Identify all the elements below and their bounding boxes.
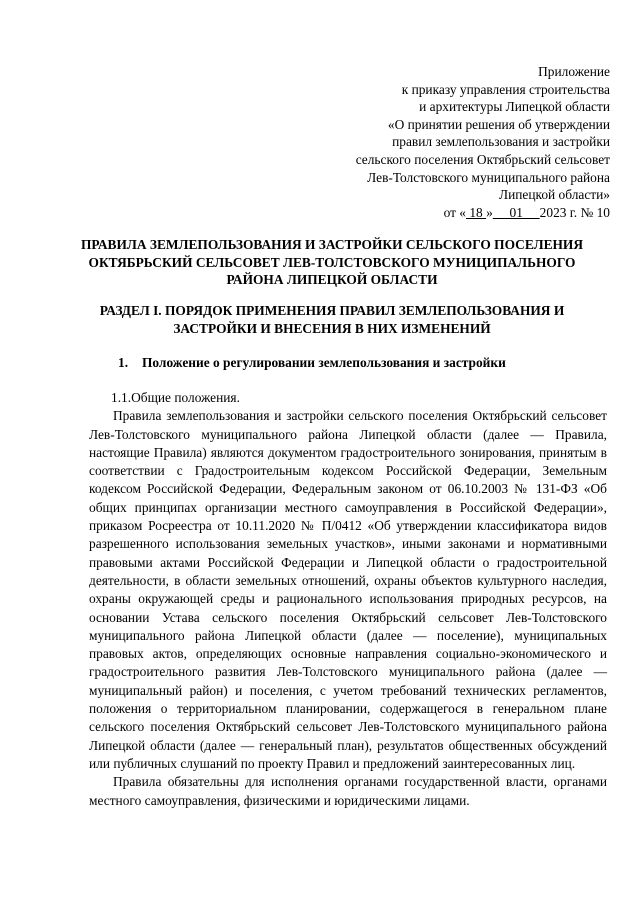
day-suffix: » [486, 204, 493, 220]
appendix-line: Лев-Толстовского муниципального района [367, 169, 610, 185]
date-prefix: от « [443, 204, 466, 220]
appendix-line: «О принятии решения об утверждении [387, 116, 610, 132]
subheading-number: 1. [118, 355, 129, 370]
appendix-block [250, 63, 610, 221]
document-title: ПРАВИЛА ЗЕМЛЕПОЛЬЗОВАНИЯ И ЗАСТРОЙКИ СЕЛЬСКОГО ПОСЕЛЕНИЯ ОКТЯБРЬСКИЙ СЕЛЬСОВЕТ ЛЕВ-ТОЛСТОВСКОГО МУНИЦИПАЛЬНОГО РАЙОНА ЛИПЕЦКОЙ ОБЛАСТИ [80, 237, 584, 287]
appendix-line: к приказу управления строительства [401, 81, 610, 97]
order-date-line [250, 204, 610, 222]
appendix-line: правил землепользования и застройки [392, 134, 610, 150]
order-year-number: 2023 г. № 10 [539, 204, 610, 220]
subheading [118, 354, 506, 372]
order-day: 18 [466, 204, 487, 220]
appendix-line: сельского поселения Октябрьский сельсовет [355, 151, 610, 167]
clause-heading: 1.1.Общие положения. [111, 390, 240, 405]
subheading-text: Положение о регулировании землепользования и застройки [142, 355, 506, 370]
paragraph: Правила обязательны для исполнения органами государственной власти, органами местного самоуправления, физическими и юридическими лицами. [89, 774, 607, 808]
order-month: 01 [492, 204, 540, 220]
appendix-line: Приложение [538, 64, 610, 79]
paragraph: Правила землепользования и застройки сельского поселения Октябрьский сельсовет Лев-Толстовского муниципального района Липецкой области (далее — Правила, настоящие Правила) являются документом градостроительного зонирования, принятым в соответствии с Градостроительным кодексом Российской Федерации, Земельным кодексом Российской Федерации, Федеральным законом от 06.10.2003 № 131-ФЗ «Об общих принципах организации местного самоуправления в Российской Федерации», приказом Росреестра от 10.11.2020 № П/0412 «Об утверждении классификатора видов разрешенного использования земельных участков», иными законами и нормативными правовыми актами Российской Федерации и Липецкой области о градостроительной деятельности, в области земельных отношений, охраны объектов культурного наследия, охраны окружающей среды и рационального использования природных ресурсов, на основании Устава сельского поселения Октябрьский сельсовет Лев-Толстовского муниципального района Липецкой области (далее — поселение), муниципальных правовых актов, определяющих основные направления социально-экономического и градостроительного развития Лев-Толстовского муниципального района (далее — муниципальный район) и поселения, с учетом требований технических регламентов, положения о территориальном планировании, содержащегося в генеральном плане сельского поселения Октябрьский сельсовет Лев-Толстовского муниципального района Липецкой области (далее — генеральный план), результатов общественных обсуждений или публичных слушаний по проекту Правил и предложений заинтересованных лиц. [89, 408, 607, 771]
appendix-line: Липецкой области» [498, 187, 610, 203]
appendix-line: и архитектуры Липецкой области [419, 99, 610, 115]
section-title: РАЗДЕЛ I. ПОРЯДОК ПРИМЕНЕНИЯ ПРАВИЛ ЗЕМЛЕПОЛЬЗОВАНИЯ И ЗАСТРОЙКИ И ВНЕСЕНИЯ В НИХ ИЗМЕНЕНИЙ [99, 303, 565, 336]
body-text [89, 389, 607, 810]
